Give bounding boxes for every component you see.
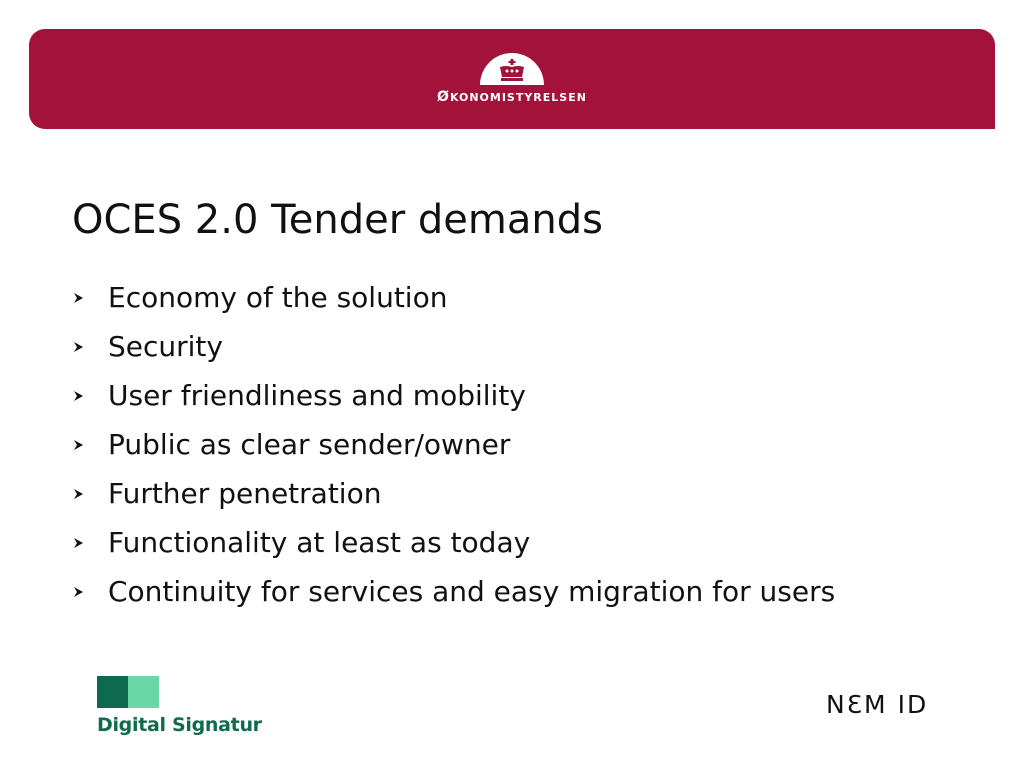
nemid-logo: NƐM ID (826, 690, 929, 719)
digital-signatur-squares (97, 676, 267, 708)
list-item (72, 278, 932, 318)
digital-signatur-label: Digital Signatur (97, 714, 262, 736)
arrow-bullet-icon (72, 536, 86, 550)
bullet-text: User friendliness and mobility (108, 379, 526, 412)
bullet-text: Continuity for services and easy migration for users (108, 575, 836, 608)
arrow-bullet-icon (72, 438, 86, 452)
logo-square-dark (97, 676, 128, 708)
arrow-bullet-icon (72, 389, 86, 403)
bullet-text: Security (108, 330, 223, 363)
bullet-text: Economy of the solution (108, 281, 448, 314)
bullet-list (72, 278, 932, 621)
list-item (72, 572, 932, 612)
logo-square-light (128, 676, 159, 708)
organization-name: ØKONOMISTYRELSEN (437, 89, 587, 105)
list-item (72, 474, 932, 514)
arrow-bullet-icon (72, 585, 86, 599)
list-item (72, 327, 932, 367)
arrow-bullet-icon (72, 340, 86, 354)
list-item (72, 425, 932, 465)
bullet-text: Functionality at least as today (108, 526, 531, 559)
arrow-bullet-icon (72, 291, 86, 305)
header-banner (29, 29, 995, 129)
arrow-bullet-icon (72, 487, 86, 501)
slide-title: OCES 2.0 Tender demands (72, 197, 603, 243)
organization-logo (29, 53, 995, 105)
bullet-text: Public as clear sender/owner (108, 428, 511, 461)
digital-signatur-logo (97, 676, 267, 746)
bullet-text: Further penetration (108, 477, 382, 510)
list-item (72, 376, 932, 416)
list-item (72, 523, 932, 563)
crown-icon (478, 53, 546, 85)
